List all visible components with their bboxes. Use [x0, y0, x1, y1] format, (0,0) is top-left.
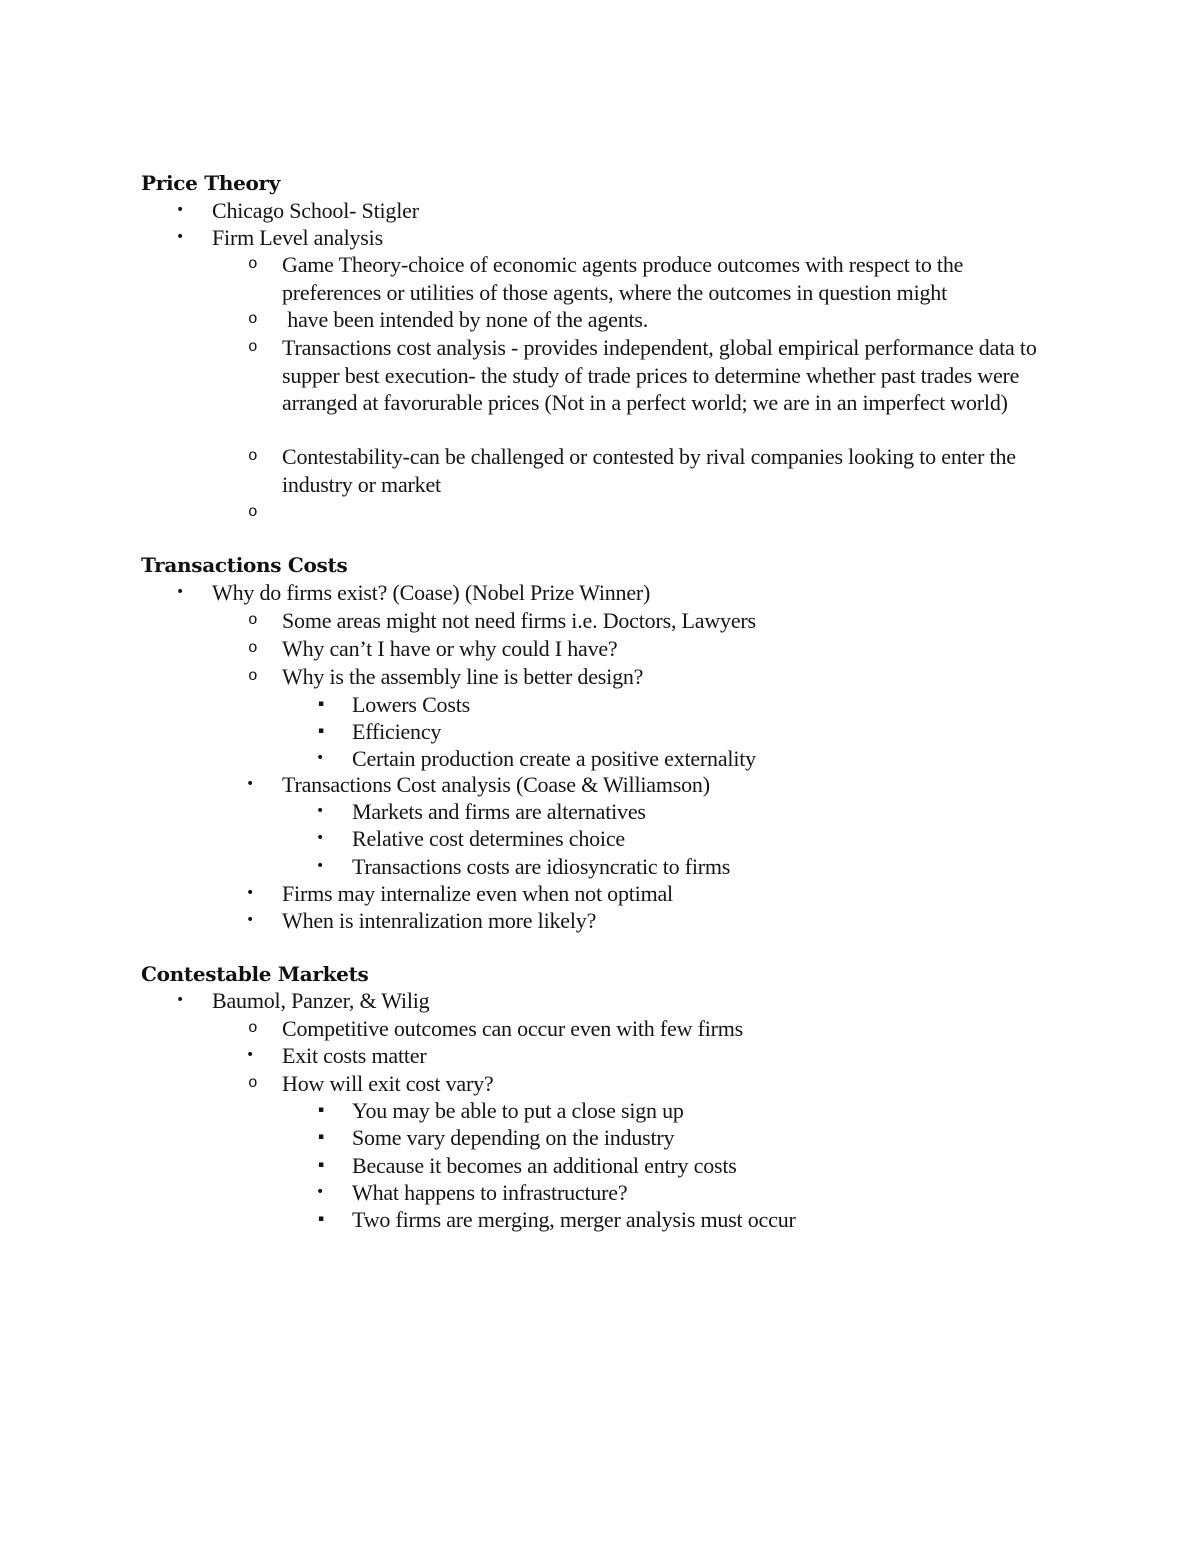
bullet-marker: • — [316, 858, 325, 874]
list-item-text: have been intended by none of the agents. — [282, 307, 649, 332]
section-title-transactions-costs: Transactions Costs — [141, 553, 348, 577]
list-item-text: Transactions cost analysis - provides independent, global empirical performance data to supper best execution- the study of trade prices to determine whether past trades were arranged at favorurable prices (Not in a perfect world; we are in an imperfect world) — [282, 335, 1037, 415]
list-item-text: When is intenralization more likely? — [282, 908, 597, 933]
circle-marker: o — [248, 255, 258, 273]
bullet-marker: • — [246, 1047, 255, 1063]
list-item-text: Firms may internalize even when not optimal — [282, 881, 673, 906]
bullet-marker: • — [246, 776, 255, 792]
section-title-price-theory: Price Theory — [141, 171, 281, 195]
circle-marker: o — [248, 503, 258, 521]
list-item-text: Game Theory-choice of economic agents produce outcomes with respect to the preferences or utilities of those agents, where the outcomes in question might — [282, 252, 964, 305]
bullet-marker: • — [176, 584, 185, 600]
list-item-text: Some areas might not need firms i.e. Doctors, Lawyers — [282, 608, 756, 633]
list-item-text: How will exit cost vary? — [282, 1071, 494, 1096]
list-item-text: Some vary depending on the industry — [352, 1125, 675, 1150]
list-item-text: Exit costs matter — [282, 1043, 427, 1068]
circle-marker: o — [248, 611, 258, 629]
list-item-text: Transactions costs are idiosyncratic to firms — [352, 854, 731, 879]
list-item-text: Why can’t I have or why could I have? — [282, 636, 618, 661]
list-item-text: Transactions Cost analysis (Coase & Williamson) — [282, 772, 710, 797]
square-marker: ▪ — [318, 1105, 324, 1115]
circle-marker: o — [248, 667, 258, 685]
circle-marker: o — [248, 338, 258, 356]
list-item-text: Firm Level analysis — [212, 225, 383, 250]
square-marker: ▪ — [318, 1160, 324, 1170]
list-item-text: Efficiency — [352, 719, 442, 744]
bullet-marker: • — [246, 885, 255, 901]
bullet-marker: • — [316, 1184, 325, 1200]
list-item-text: Why do firms exist? (Coase) (Nobel Prize Winner) — [212, 580, 651, 605]
bullet-marker: • — [316, 750, 325, 766]
bullet-marker: • — [176, 992, 185, 1008]
bullet-marker: • — [316, 830, 325, 846]
circle-marker: o — [248, 1074, 258, 1092]
list-item-text: Baumol, Panzer, & Wilig — [212, 988, 430, 1013]
list-item-text: Relative cost determines choice — [352, 826, 625, 851]
circle-marker: o — [248, 310, 258, 328]
list-item-text: Chicago School- Stigler — [212, 198, 419, 223]
list-item-text: Contestability-can be challenged or contested by rival companies looking to enter the industry or market — [282, 444, 1016, 497]
square-marker: ▪ — [318, 1132, 324, 1142]
bullet-marker: • — [176, 229, 185, 245]
section-title-contestable-markets: Contestable Markets — [141, 962, 369, 986]
list-item-text: What happens to infrastructure? — [352, 1180, 628, 1205]
list-item-text: Certain production create a positive externality — [352, 746, 756, 771]
bullet-marker: • — [246, 912, 255, 928]
square-marker: ▪ — [318, 1214, 324, 1224]
list-item-text: Lowers Costs — [352, 692, 470, 717]
square-marker: ▪ — [318, 699, 324, 709]
circle-marker: o — [248, 639, 258, 657]
list-item-text: Markets and firms are alternatives — [352, 799, 646, 824]
list-item-text: Because it becomes an additional entry costs — [352, 1153, 737, 1178]
square-marker: ▪ — [318, 726, 324, 736]
list-item-text: You may be able to put a close sign up — [352, 1098, 684, 1123]
circle-marker: o — [248, 447, 258, 465]
list-item-text: Two firms are merging, merger analysis must occur — [352, 1207, 796, 1232]
list-item-text: Competitive outcomes can occur even with few firms — [282, 1016, 744, 1041]
circle-marker: o — [248, 1019, 258, 1037]
bullet-marker: • — [316, 803, 325, 819]
bullet-marker: • — [176, 202, 185, 218]
list-item-text: Why is the assembly line is better design? — [282, 664, 644, 689]
